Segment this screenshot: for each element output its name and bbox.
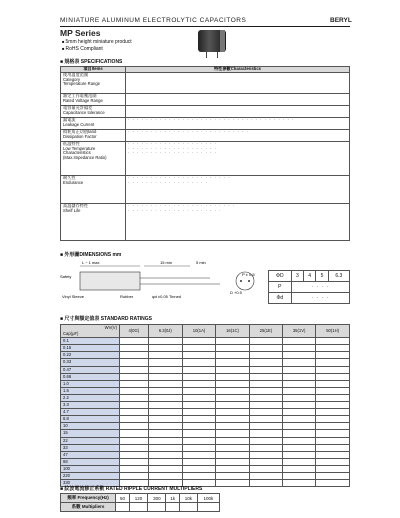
spec-value (126, 93, 350, 105)
rating-cell (182, 394, 215, 401)
rating-cell (120, 387, 149, 394)
spec-header-char: 特性參數Characteristics (126, 67, 350, 73)
dim-row-label: Φd (269, 293, 292, 304)
cap-value: 1.0 (61, 380, 120, 387)
rating-cell (316, 472, 350, 479)
rating-cell (216, 458, 250, 465)
rating-cell (148, 458, 182, 465)
ratings-row (61, 380, 350, 387)
rating-cell (120, 359, 149, 366)
capacitor-band (220, 30, 225, 52)
rating-cell (120, 472, 149, 479)
rating-cell (283, 409, 316, 416)
ratings-row (61, 458, 350, 465)
rating-cell (148, 366, 182, 373)
rating-cell (216, 402, 250, 409)
label-pf: P ± 0.5 (242, 272, 255, 277)
rating-cell (216, 437, 250, 444)
cap-value: 0.1 (61, 338, 120, 345)
rating-cell (316, 480, 350, 487)
mult-label: 系數 Multipliers (61, 503, 116, 512)
rating-cell (120, 458, 149, 465)
freq-cell: 100k (197, 494, 219, 503)
spec-value (126, 72, 350, 93)
rating-cell (249, 394, 282, 401)
ratings-row (61, 402, 350, 409)
rating-cell (182, 423, 215, 430)
rating-cell (182, 409, 215, 416)
rating-cell (283, 465, 316, 472)
rating-cell (182, 387, 215, 394)
rating-cell (283, 373, 316, 380)
cap-value: 0.15 (61, 345, 120, 352)
rating-cell (216, 373, 250, 380)
rating-cell (283, 366, 316, 373)
ratings-row (61, 437, 350, 444)
rating-cell (182, 338, 215, 345)
rating-cell (283, 380, 316, 387)
rating-cell (316, 458, 350, 465)
cap-value: 1.5 (61, 387, 120, 394)
dimension-drawing (60, 258, 260, 308)
rating-cell (283, 345, 316, 352)
rating-cell (148, 472, 182, 479)
dim-header: 4 (304, 271, 316, 282)
cap-value: 4.7 (61, 409, 120, 416)
rating-cell (216, 430, 250, 437)
rating-cell (120, 352, 149, 359)
cap-value: 33 (61, 444, 120, 451)
document-title: MINIATURE ALUMINUM ELECTROLYTIC CAPACITORS (60, 17, 247, 24)
rating-cell (249, 458, 282, 465)
rating-cell (316, 394, 350, 401)
spec-label: 漏電流 Leakage Current (61, 117, 126, 129)
dimension-table: ΦD 3 4 5 6.3 P · · · · Φd · · · · (268, 270, 350, 304)
ratings-row (61, 338, 350, 345)
rating-cell (316, 366, 350, 373)
rating-cell (316, 465, 350, 472)
rating-cell (182, 458, 215, 465)
rating-cell (316, 387, 350, 394)
rating-cell (249, 409, 282, 416)
rating-cell (216, 338, 250, 345)
rating-cell (283, 359, 316, 366)
ratings-row (61, 423, 350, 430)
rating-cell (249, 437, 282, 444)
rating-cell (249, 451, 282, 458)
voltage-header: 16(1C) (216, 325, 250, 338)
rating-cell (120, 444, 149, 451)
rating-cell (148, 380, 182, 387)
rating-cell (216, 352, 250, 359)
brand-name: BERYL (330, 17, 352, 24)
rating-cell (182, 345, 215, 352)
ratings-corner (61, 325, 120, 338)
ratings-row (61, 373, 350, 380)
rating-cell (182, 451, 215, 458)
rating-cell (182, 359, 215, 366)
rating-cell (216, 451, 250, 458)
cap-value: 100 (61, 465, 120, 472)
rating-cell (249, 366, 282, 373)
rating-cell (316, 373, 350, 380)
rating-cell (216, 380, 250, 387)
freq-label: 頻率 Frequency(Hz) (61, 494, 116, 503)
ratings-row (61, 472, 350, 479)
rating-cell (216, 345, 250, 352)
mult-cell (148, 503, 166, 512)
rating-cell (249, 423, 282, 430)
cap-value: 47 (61, 451, 120, 458)
feature-item: ■ 5mm height miniature product (62, 39, 132, 45)
rating-cell (120, 437, 149, 444)
cap-value: 220 (61, 472, 120, 479)
dim-header: ΦD (269, 271, 292, 282)
rating-cell (283, 352, 316, 359)
spec-value: · · · · · · · · · · · · · · · · · · · · · · · · · · · (126, 129, 350, 141)
mult-cell (179, 503, 197, 512)
rating-cell (148, 387, 182, 394)
rating-cell (182, 444, 215, 451)
spec-value (126, 105, 350, 117)
corner-wv: WV(V) (104, 325, 117, 330)
ripple-heading-text: 紋波電流修正系數 RATED RIPPLE CURRENT MULTIPLIERS (64, 486, 203, 492)
series-title: MP Series (60, 28, 101, 38)
rating-cell (216, 359, 250, 366)
rating-cell (316, 416, 350, 423)
rating-cell (216, 387, 250, 394)
rating-cell (283, 472, 316, 479)
rating-cell (249, 387, 282, 394)
capacitor-leads (206, 52, 218, 58)
rating-cell (249, 472, 282, 479)
spec-label: 電容量允許偏差 Capacitance tolerance (61, 105, 126, 117)
voltage-header: 25(1E) (249, 325, 282, 338)
rating-cell (283, 394, 316, 401)
rating-cell (120, 373, 149, 380)
mult-cell (166, 503, 179, 512)
rating-cell (316, 409, 350, 416)
specs-heading: ■ 規格表 SPECIFICATIONS (60, 59, 123, 65)
rating-cell (316, 359, 350, 366)
rating-cell (316, 430, 350, 437)
spec-value: · · · · · · · · · · · · · · · · · · · · · · · · · · · · · · · · · · · · · (126, 117, 350, 129)
rating-cell (249, 465, 282, 472)
spec-label: 額定工作電壓范圍 Rated Voltage Range (61, 93, 126, 105)
label-safety-vent: Safety (60, 274, 72, 279)
rating-cell (283, 402, 316, 409)
rating-cell (216, 394, 250, 401)
rating-cell (216, 472, 250, 479)
cap-value: 0.47 (61, 366, 120, 373)
voltage-header: 6.3(0J) (148, 325, 182, 338)
rating-cell (148, 352, 182, 359)
rating-cell (120, 402, 149, 409)
label-5min: 5 min (196, 260, 206, 265)
rating-cell (120, 380, 149, 387)
rating-cell (283, 338, 316, 345)
rating-cell (249, 416, 282, 423)
rating-cell (120, 416, 149, 423)
rating-cell (182, 437, 215, 444)
cap-value: 15 (61, 430, 120, 437)
ratings-row (61, 416, 350, 423)
rating-cell (148, 359, 182, 366)
rating-cell (249, 402, 282, 409)
rating-cell (148, 451, 182, 458)
cap-value: 0.33 (61, 359, 120, 366)
rating-cell (120, 366, 149, 373)
rating-cell (283, 444, 316, 451)
rating-cell (148, 409, 182, 416)
label-l: L ~ 1 max (82, 260, 100, 265)
rating-cell (283, 430, 316, 437)
dimensions-heading-text: 外形圖DIMENSIONS mm (64, 252, 122, 258)
rating-cell (182, 472, 215, 479)
rating-cell (148, 394, 182, 401)
rating-cell (316, 444, 350, 451)
rating-cell (182, 352, 215, 359)
rating-cell (283, 480, 316, 487)
freq-cell: 120 (129, 494, 147, 503)
ratings-row (61, 366, 350, 373)
specs-heading-text: 規格表 SPECIFICATIONS (64, 59, 123, 65)
rating-cell (216, 409, 250, 416)
ratings-row (61, 444, 350, 451)
rating-cell (249, 345, 282, 352)
ratings-row (61, 430, 350, 437)
specifications-table (60, 66, 350, 241)
rating-cell (148, 416, 182, 423)
voltage-header: 10(1A) (182, 325, 215, 338)
rating-cell (148, 338, 182, 345)
rating-cell (148, 423, 182, 430)
rating-cell (148, 437, 182, 444)
spec-label: 耐久性 Endurance (61, 175, 126, 203)
mult-cell (116, 503, 130, 512)
rating-cell (148, 444, 182, 451)
rating-cell (316, 345, 350, 352)
spec-header-item: 項目Items (61, 67, 126, 73)
rating-cell (316, 338, 350, 345)
spec-value: · · · · · · · · · · · · · · · · · · · · · · · · · · · · · · · · · · · · · · · · · (126, 175, 350, 203)
corner-cap: Cap(μF) (63, 331, 79, 337)
rating-cell (120, 338, 149, 345)
cap-value: 6.8 (61, 416, 120, 423)
voltage-header: 35(1V) (283, 325, 316, 338)
rating-cell (249, 359, 282, 366)
label-vinyl: Vinyl Sleeve (62, 294, 84, 299)
ratings-row (61, 352, 350, 359)
rating-cell (182, 430, 215, 437)
rating-cell (316, 402, 350, 409)
rating-cell (182, 402, 215, 409)
ratings-row (61, 345, 350, 352)
rating-cell (182, 465, 215, 472)
rating-cell (283, 437, 316, 444)
cap-value: 2.2 (61, 394, 120, 401)
ripple-heading: ■ 紋波電流修正系數 RATED RIPPLE CURRENT MULTIPLIERS (60, 486, 203, 492)
rating-cell (216, 444, 250, 451)
dim-header: 5 (316, 271, 328, 282)
rating-cell (216, 480, 250, 487)
rating-cell (120, 394, 149, 401)
rating-cell (316, 352, 350, 359)
rating-cell (120, 409, 149, 416)
spec-label: 高溫儲存特性 Shelf Life (61, 203, 126, 240)
ratings-row (61, 409, 350, 416)
rating-cell (216, 465, 250, 472)
ratings-row (61, 451, 350, 458)
rating-cell (182, 380, 215, 387)
rating-cell (249, 338, 282, 345)
freq-cell: 1k (166, 494, 179, 503)
label-15min: 15 min (160, 260, 173, 265)
rating-cell (283, 451, 316, 458)
cap-value: 3.3 (61, 402, 120, 409)
voltage-header: 50(1H) (316, 325, 350, 338)
rating-cell (283, 416, 316, 423)
freq-cell: 50 (116, 494, 130, 503)
rating-cell (120, 465, 149, 472)
ratings-heading: ■ 尺寸與額定值表 STANDARD RATINGS (60, 316, 153, 322)
spec-label: 使用溫度范圍 Category Temperature Range (61, 72, 126, 93)
rating-cell (182, 366, 215, 373)
dim-header: 3 (291, 271, 303, 282)
cap-value: 10 (61, 423, 120, 430)
rating-cell (120, 451, 149, 458)
ratings-heading-text: 尺寸與額定值表 STANDARD RATINGS (64, 316, 153, 322)
ratings-row (61, 394, 350, 401)
feature-item: ■ RoHS Compliant (62, 46, 103, 52)
rating-cell (148, 345, 182, 352)
rating-cell (249, 373, 282, 380)
rating-cell (182, 373, 215, 380)
spec-label: 損耗角正切值tanδ Dissipation Factor (61, 129, 126, 141)
dim-row-label: P (269, 282, 292, 293)
ratings-row (61, 465, 350, 472)
rating-cell (249, 480, 282, 487)
rating-cell (148, 373, 182, 380)
rating-cell (283, 458, 316, 465)
ripple-table (60, 493, 220, 512)
ratings-table (60, 324, 350, 487)
rating-cell (316, 437, 350, 444)
rating-cell (216, 416, 250, 423)
rating-cell (120, 423, 149, 430)
rating-cell (148, 465, 182, 472)
rating-cell (120, 345, 149, 352)
freq-cell: 10k (179, 494, 197, 503)
voltage-header: 4(0G) (120, 325, 149, 338)
spec-label: 低溫特性 Low Temperature Characteristics (Max.Impedance Ratio) (61, 141, 126, 175)
rating-cell (148, 402, 182, 409)
rating-cell (249, 380, 282, 387)
rating-cell (249, 352, 282, 359)
rating-cell (216, 423, 250, 430)
cap-value: 68 (61, 458, 120, 465)
dim-header: 6.3 (328, 271, 349, 282)
cap-value: 330 (61, 480, 120, 487)
rating-cell (283, 387, 316, 394)
rating-cell (249, 444, 282, 451)
rating-cell (316, 380, 350, 387)
spec-value: · · · · · · · · · · · · · · · · · · · · · · · · · · · · · · · · · · · · · · · · · · · · · · · · · · · · · · · · · · · · (126, 141, 350, 175)
freq-cell: 300 (148, 494, 166, 503)
rating-cell (316, 451, 350, 458)
rating-cell (120, 430, 149, 437)
mult-cell (129, 503, 147, 512)
label-lead: φd ±0.05 Tinned (152, 294, 182, 299)
rating-cell (316, 423, 350, 430)
ratings-row (61, 359, 350, 366)
label-rubber: Rubber (120, 294, 134, 299)
rating-cell (249, 430, 282, 437)
ratings-row (61, 387, 350, 394)
mult-cell (197, 503, 219, 512)
dimensions-heading: ■ 外形圖DIMENSIONS mm (60, 252, 122, 258)
rating-cell (148, 430, 182, 437)
cap-value: 0.22 (61, 352, 120, 359)
rating-cell (182, 416, 215, 423)
rating-cell (216, 366, 250, 373)
cap-value: 22 (61, 437, 120, 444)
label-d: D +0.5 (230, 290, 242, 295)
rating-cell (283, 423, 316, 430)
cap-value: 0.68 (61, 373, 120, 380)
spec-value: · · · · · · · · · · · · · · · · · · · · · · · · · · · · · · · · · · · · · · · · · · · · · (126, 203, 350, 240)
